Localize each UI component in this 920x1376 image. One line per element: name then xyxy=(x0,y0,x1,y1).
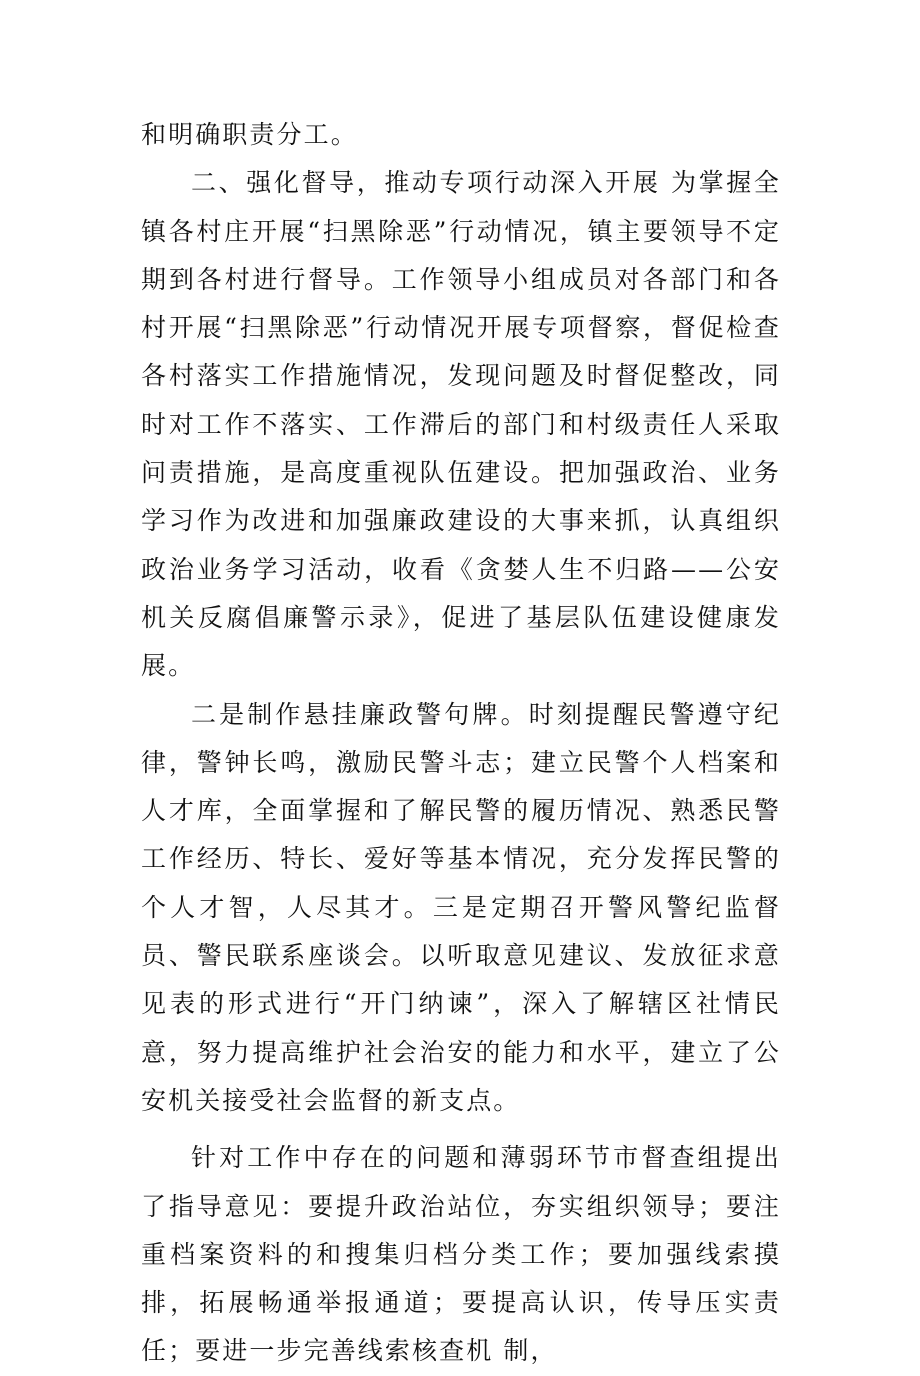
paragraph-continuation: 和明确职责分工。 xyxy=(141,120,358,149)
paragraph-guidance: 针对工作中存在的问题和薄弱环节市督查组提出了指导意见：要提升政治站位，夯实组织领导；要注重档案资料的和搜集归档分类工作；要加强线索摸排，拓展畅通举报通道；要提高认识，传导压实责任；要进一步完善线索核查机 制， xyxy=(141,1143,781,1366)
paragraph-integrity-signs: 二是制作悬挂廉政警句牌。时刻提醒民警遵守纪律，警钟长鸣，激励民警斗志；建立民警个人档案和人才库，全面掌握和了解民警的履历情况、熟悉民警工作经历、特长、爱好等基本情况，充分发挥民警的个人才智，人尽其才。三是定期召开警风警纪监督员、警民联系座谈会。以听取意见建议、发放征求意见表的形式进行“开门纳谏”，深入了解辖区社情民意，努力提高维护社会治安的能力和水平，建立了公安机关接受社会监督的新支点。 xyxy=(141,699,781,1115)
document-body xyxy=(141,111,781,1376)
paragraph-supervision: 二、强化督导，推动专项行动深入开展 为掌握全镇各村庄开展“扫黑除恶”行动情况，镇主要领导不定期到各村进行督导。工作领导小组成员对各部门和各村开展“扫黑除恶”行动情况开展专项督察，督促检查各村落实工作措施情况，发现问题及时督促整改，同时对工作不落实、工作滞后的部门和村级责任人采取问责措施，是高度重视队伍建设。把加强政治、业务学习作为改进和加强廉政建设的大事来抓，认真组织政治业务学习活动，收看《贪婪人生不归路——公安机关反腐倡廉警示录》，促进了基层队伍建设健康发展。 xyxy=(141,168,781,681)
